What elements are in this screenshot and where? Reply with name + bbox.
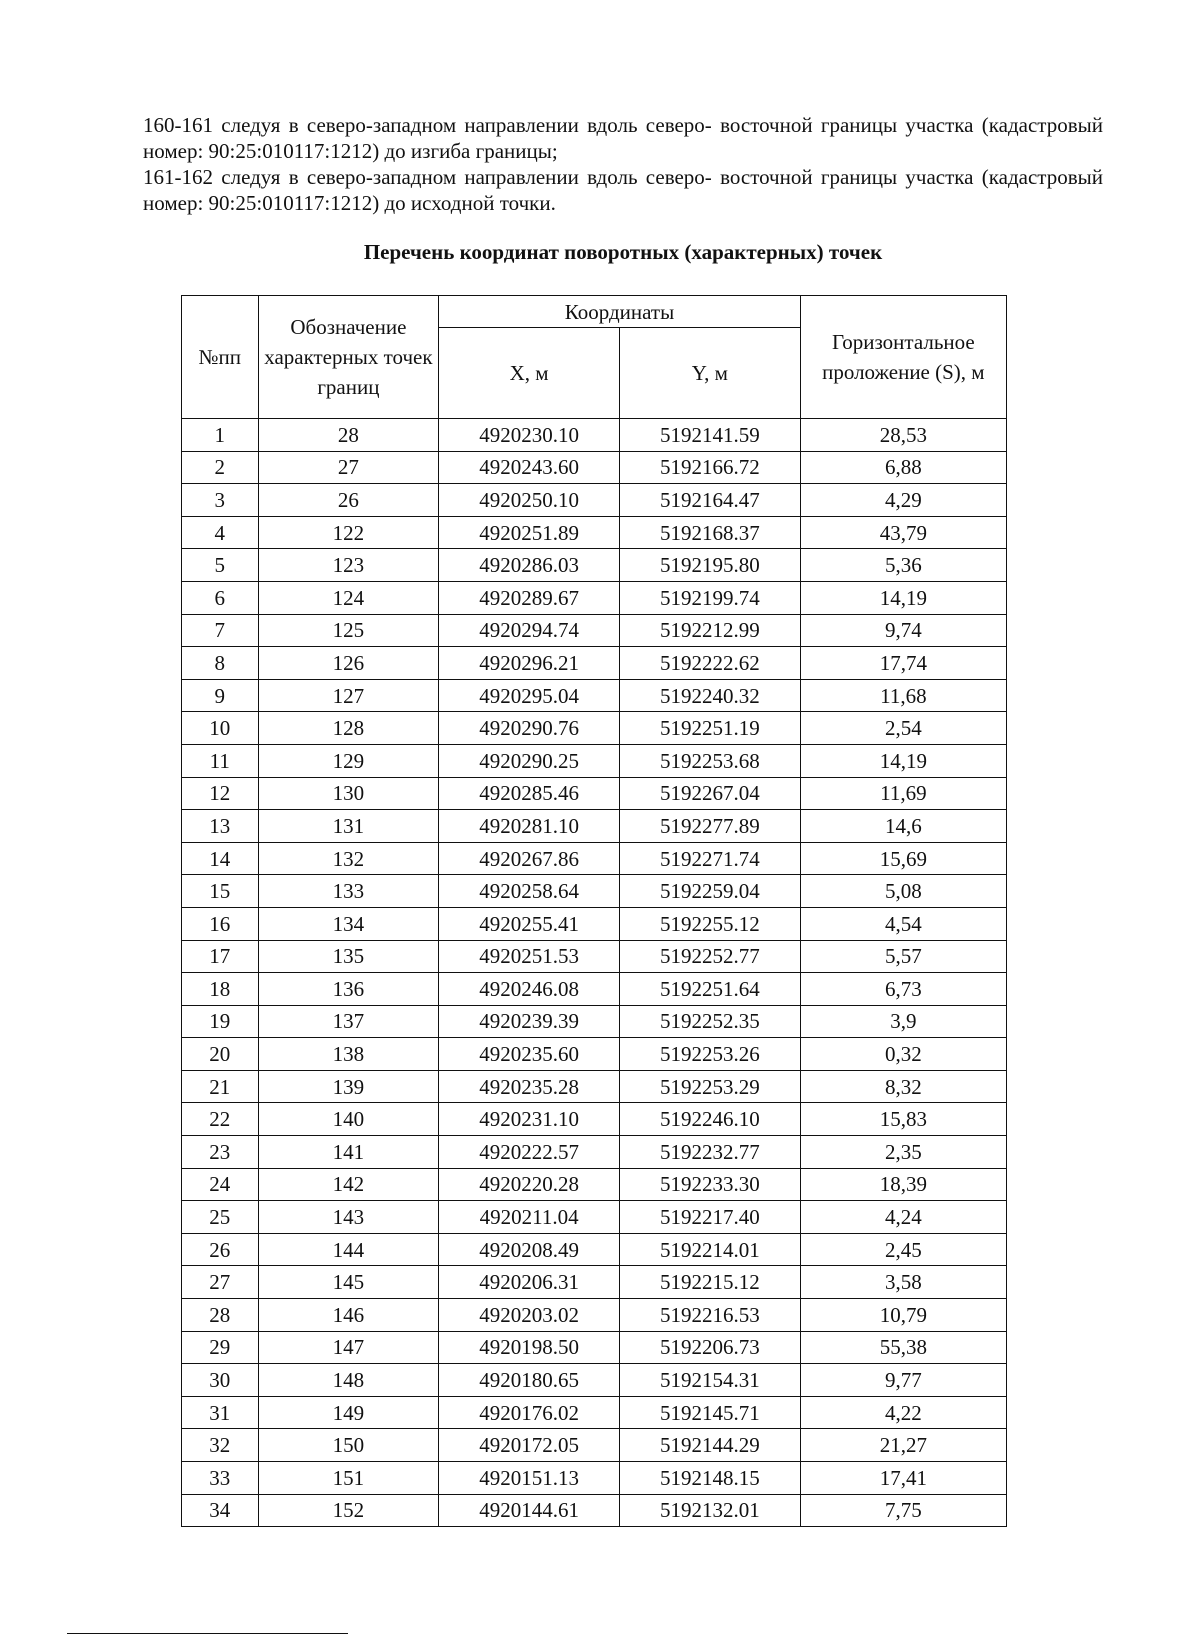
cell-distance: 0,32: [800, 1038, 1006, 1071]
table-row: [182, 1331, 1007, 1364]
header-y: Y, м: [619, 328, 800, 419]
paragraph-segment-160-161: 160-161 следуя в северо-западном направлении вдоль северо- восточной границы участка (кадастровый номер: 90:25:010117:1212) до изгиба границы;: [143, 113, 1103, 163]
cell-distance: 5,36: [800, 549, 1006, 582]
cell-designation: 152: [258, 1494, 439, 1527]
cell-number: 33: [182, 1462, 259, 1495]
cell-y: 5192164.47: [619, 484, 800, 517]
cell-x: 4920176.02: [439, 1396, 620, 1429]
cell-designation: 123: [258, 549, 439, 582]
cell-y: 5192154.31: [619, 1364, 800, 1397]
cell-number: 13: [182, 810, 259, 843]
cell-x: 4920203.02: [439, 1299, 620, 1332]
cell-number: 32: [182, 1429, 259, 1462]
cell-x: 4920208.49: [439, 1233, 620, 1266]
cell-distance: 9,77: [800, 1364, 1006, 1397]
cell-distance: 4,29: [800, 484, 1006, 517]
cell-number: 19: [182, 1005, 259, 1038]
cell-number: 12: [182, 777, 259, 810]
cell-designation: 149: [258, 1396, 439, 1429]
cell-y: 5192251.64: [619, 973, 800, 1006]
cell-x: 4920267.86: [439, 842, 620, 875]
cell-designation: 129: [258, 744, 439, 777]
coordinates-table: [181, 295, 1007, 1527]
cell-designation: 147: [258, 1331, 439, 1364]
table-row: [182, 679, 1007, 712]
cell-x: 4920220.28: [439, 1168, 620, 1201]
cell-designation: 137: [258, 1005, 439, 1038]
table-row: [182, 1233, 1007, 1266]
cell-x: 4920251.89: [439, 516, 620, 549]
cell-y: 5192252.77: [619, 940, 800, 973]
cell-x: 4920295.04: [439, 679, 620, 712]
cell-designation: 128: [258, 712, 439, 745]
cell-designation: 122: [258, 516, 439, 549]
table-row: [182, 1462, 1007, 1495]
cell-designation: 142: [258, 1168, 439, 1201]
cell-distance: 4,24: [800, 1201, 1006, 1234]
cell-designation: 126: [258, 647, 439, 680]
table-row: [182, 614, 1007, 647]
cell-number: 23: [182, 1136, 259, 1169]
cell-y: 5192267.04: [619, 777, 800, 810]
table-row: [182, 516, 1007, 549]
cell-x: 4920250.10: [439, 484, 620, 517]
cell-distance: 15,83: [800, 1103, 1006, 1136]
cell-number: 21: [182, 1070, 259, 1103]
cell-x: 4920243.60: [439, 451, 620, 484]
cell-y: 5192252.35: [619, 1005, 800, 1038]
body-text: [143, 112, 1103, 216]
cell-x: 4920198.50: [439, 1331, 620, 1364]
table-row: [182, 1396, 1007, 1429]
cell-x: 4920290.76: [439, 712, 620, 745]
cell-y: 5192214.01: [619, 1233, 800, 1266]
cell-y: 5192240.32: [619, 679, 800, 712]
cell-y: 5192255.12: [619, 907, 800, 940]
table-body: [182, 419, 1007, 1527]
cell-designation: 127: [258, 679, 439, 712]
table-row: [182, 777, 1007, 810]
cell-y: 5192259.04: [619, 875, 800, 908]
cell-designation: 139: [258, 1070, 439, 1103]
table-row: [182, 1364, 1007, 1397]
cell-number: 8: [182, 647, 259, 680]
cell-y: 5192246.10: [619, 1103, 800, 1136]
cell-y: 5192168.37: [619, 516, 800, 549]
cell-distance: 11,69: [800, 777, 1006, 810]
table-row: [182, 1429, 1007, 1462]
cell-number: 18: [182, 973, 259, 1006]
cell-x: 4920239.39: [439, 1005, 620, 1038]
cell-number: 20: [182, 1038, 259, 1071]
cell-y: 5192271.74: [619, 842, 800, 875]
cell-designation: 27: [258, 451, 439, 484]
cell-designation: 28: [258, 419, 439, 452]
table-row: [182, 842, 1007, 875]
cell-number: 2: [182, 451, 259, 484]
cell-distance: 17,41: [800, 1462, 1006, 1495]
cell-x: 4920285.46: [439, 777, 620, 810]
cell-number: 22: [182, 1103, 259, 1136]
cell-x: 4920222.57: [439, 1136, 620, 1169]
cell-number: 16: [182, 907, 259, 940]
cell-number: 34: [182, 1494, 259, 1527]
table-row: [182, 940, 1007, 973]
cell-number: 5: [182, 549, 259, 582]
cell-x: 4920172.05: [439, 1429, 620, 1462]
cell-x: 4920246.08: [439, 973, 620, 1006]
cell-distance: 5,08: [800, 875, 1006, 908]
cell-x: 4920290.25: [439, 744, 620, 777]
cell-y: 5192166.72: [619, 451, 800, 484]
cell-designation: 138: [258, 1038, 439, 1071]
table-row: [182, 907, 1007, 940]
cell-designation: 143: [258, 1201, 439, 1234]
cell-designation: 151: [258, 1462, 439, 1495]
cell-y: 5192253.29: [619, 1070, 800, 1103]
cell-y: 5192233.30: [619, 1168, 800, 1201]
table-row: [182, 810, 1007, 843]
cell-y: 5192253.68: [619, 744, 800, 777]
cell-distance: 14,6: [800, 810, 1006, 843]
header-number: №пп: [182, 296, 259, 419]
cell-number: 15: [182, 875, 259, 908]
cell-number: 26: [182, 1233, 259, 1266]
cell-y: 5192277.89: [619, 810, 800, 843]
cell-distance: 8,32: [800, 1070, 1006, 1103]
table-row: [182, 549, 1007, 582]
cell-number: 4: [182, 516, 259, 549]
cell-y: 5192253.26: [619, 1038, 800, 1071]
cell-distance: 10,79: [800, 1299, 1006, 1332]
table-row: [182, 451, 1007, 484]
cell-designation: 134: [258, 907, 439, 940]
table-row: [182, 1494, 1007, 1527]
cell-x: 4920294.74: [439, 614, 620, 647]
table-row: [182, 1299, 1007, 1332]
cell-x: 4920255.41: [439, 907, 620, 940]
cell-y: 5192148.15: [619, 1462, 800, 1495]
header-coordinates: Координаты: [439, 296, 800, 328]
table-title: Перечень координат поворотных (характерных) точек: [363, 240, 883, 264]
cell-designation: 124: [258, 581, 439, 614]
cell-y: 5192222.62: [619, 647, 800, 680]
cell-x: 4920286.03: [439, 549, 620, 582]
cell-designation: 144: [258, 1233, 439, 1266]
table-row: [182, 1201, 1007, 1234]
cell-designation: 125: [258, 614, 439, 647]
cell-x: 4920151.13: [439, 1462, 620, 1495]
cell-number: 11: [182, 744, 259, 777]
cell-designation: 131: [258, 810, 439, 843]
table-row: [182, 1038, 1007, 1071]
cell-y: 5192206.73: [619, 1331, 800, 1364]
cell-designation: 146: [258, 1299, 439, 1332]
cell-x: 4920281.10: [439, 810, 620, 843]
cell-number: 24: [182, 1168, 259, 1201]
cell-number: 25: [182, 1201, 259, 1234]
cell-distance: 7,75: [800, 1494, 1006, 1527]
cell-number: 1: [182, 419, 259, 452]
table-row: [182, 712, 1007, 745]
cell-y: 5192145.71: [619, 1396, 800, 1429]
cell-y: 5192217.40: [619, 1201, 800, 1234]
cell-y: 5192216.53: [619, 1299, 800, 1332]
cell-distance: 43,79: [800, 516, 1006, 549]
cell-designation: 26: [258, 484, 439, 517]
header-horizontal-distance: Горизонтальное проложение (S), м: [800, 296, 1006, 419]
cell-distance: 55,38: [800, 1331, 1006, 1364]
cell-x: 4920258.64: [439, 875, 620, 908]
header-designation: Обозначение характерных точек границ: [258, 296, 439, 419]
footnote-divider: [67, 1633, 348, 1634]
table-row: [182, 581, 1007, 614]
cell-distance: 18,39: [800, 1168, 1006, 1201]
cell-distance: 21,27: [800, 1429, 1006, 1462]
cell-number: 31: [182, 1396, 259, 1429]
table-row: [182, 1070, 1007, 1103]
cell-x: 4920235.28: [439, 1070, 620, 1103]
cell-designation: 133: [258, 875, 439, 908]
cell-distance: 2,54: [800, 712, 1006, 745]
cell-distance: 14,19: [800, 581, 1006, 614]
cell-number: 6: [182, 581, 259, 614]
cell-number: 9: [182, 679, 259, 712]
cell-number: 3: [182, 484, 259, 517]
cell-distance: 5,57: [800, 940, 1006, 973]
cell-y: 5192212.99: [619, 614, 800, 647]
cell-distance: 2,45: [800, 1233, 1006, 1266]
cell-distance: 4,22: [800, 1396, 1006, 1429]
cell-number: 29: [182, 1331, 259, 1364]
cell-distance: 17,74: [800, 647, 1006, 680]
cell-x: 4920211.04: [439, 1201, 620, 1234]
table-row: [182, 875, 1007, 908]
cell-y: 5192141.59: [619, 419, 800, 452]
cell-x: 4920206.31: [439, 1266, 620, 1299]
cell-distance: 28,53: [800, 419, 1006, 452]
table-row: [182, 1266, 1007, 1299]
cell-distance: 14,19: [800, 744, 1006, 777]
cell-distance: 15,69: [800, 842, 1006, 875]
cell-x: 4920230.10: [439, 419, 620, 452]
cell-designation: 140: [258, 1103, 439, 1136]
cell-distance: 11,68: [800, 679, 1006, 712]
cell-number: 14: [182, 842, 259, 875]
cell-x: 4920144.61: [439, 1494, 620, 1527]
cell-number: 27: [182, 1266, 259, 1299]
table-row: [182, 1103, 1007, 1136]
cell-y: 5192195.80: [619, 549, 800, 582]
table-row: [182, 1136, 1007, 1169]
cell-designation: 145: [258, 1266, 439, 1299]
table-row: [182, 744, 1007, 777]
paragraph-segment-161-162: 161-162 следуя в северо-западном направлении вдоль северо- восточной границы участка (кадастровый номер: 90:25:010117:1212) до исходной точки.: [143, 165, 1103, 215]
table-row: [182, 973, 1007, 1006]
cell-x: 4920289.67: [439, 581, 620, 614]
cell-distance: 6,88: [800, 451, 1006, 484]
cell-x: 4920180.65: [439, 1364, 620, 1397]
cell-designation: 135: [258, 940, 439, 973]
cell-designation: 132: [258, 842, 439, 875]
cell-distance: 3,58: [800, 1266, 1006, 1299]
cell-x: 4920296.21: [439, 647, 620, 680]
cell-y: 5192144.29: [619, 1429, 800, 1462]
cell-designation: 150: [258, 1429, 439, 1462]
cell-y: 5192199.74: [619, 581, 800, 614]
cell-number: 28: [182, 1299, 259, 1332]
table-row: [182, 1168, 1007, 1201]
cell-y: 5192215.12: [619, 1266, 800, 1299]
cell-x: 4920251.53: [439, 940, 620, 973]
table-row: [182, 1005, 1007, 1038]
cell-designation: 148: [258, 1364, 439, 1397]
cell-y: 5192232.77: [619, 1136, 800, 1169]
cell-distance: 6,73: [800, 973, 1006, 1006]
cell-number: 30: [182, 1364, 259, 1397]
cell-designation: 130: [258, 777, 439, 810]
header-x: X, м: [439, 328, 620, 419]
cell-x: 4920231.10: [439, 1103, 620, 1136]
cell-y: 5192132.01: [619, 1494, 800, 1527]
cell-x: 4920235.60: [439, 1038, 620, 1071]
cell-distance: 4,54: [800, 907, 1006, 940]
cell-distance: 9,74: [800, 614, 1006, 647]
cell-designation: 136: [258, 973, 439, 1006]
cell-number: 7: [182, 614, 259, 647]
cell-distance: 3,9: [800, 1005, 1006, 1038]
cell-designation: 141: [258, 1136, 439, 1169]
cell-number: 10: [182, 712, 259, 745]
cell-y: 5192251.19: [619, 712, 800, 745]
cell-number: 17: [182, 940, 259, 973]
table-row: [182, 647, 1007, 680]
table-row: [182, 484, 1007, 517]
table-row: [182, 419, 1007, 452]
cell-distance: 2,35: [800, 1136, 1006, 1169]
